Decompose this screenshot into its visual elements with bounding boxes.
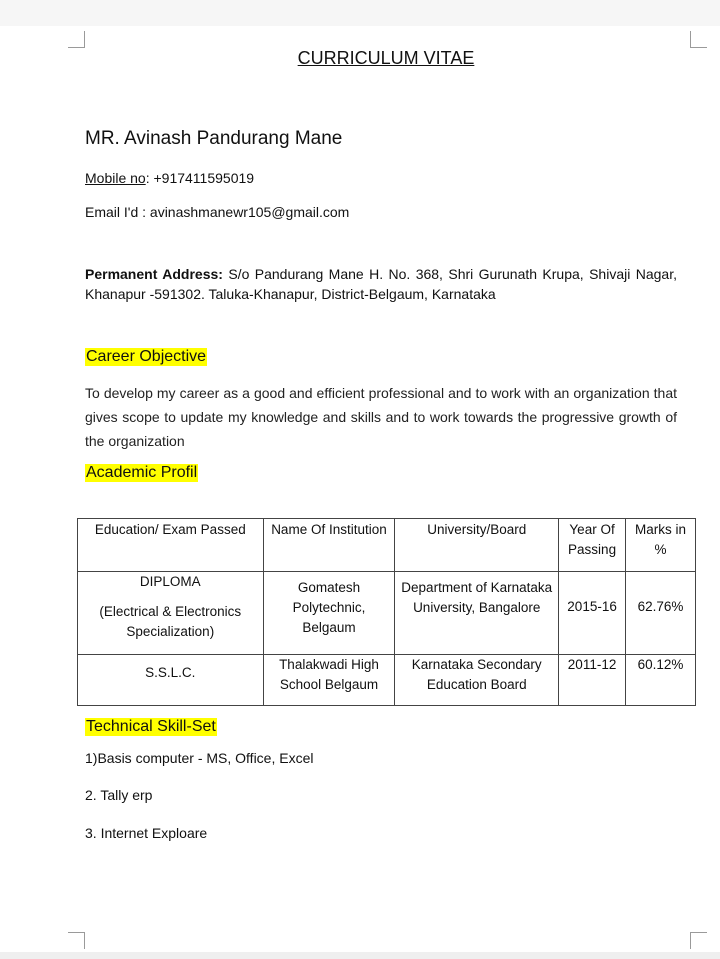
page-top-margin	[0, 0, 720, 26]
address-text: S/o Pandurang Mane H. No. 368, Shri Gurunath Krupa, Shivaji Nagar, Khanapur -591302. Taluka-Khanapur, District-Belgaum, Karnataka	[85, 266, 677, 302]
technical-skills-heading: Technical Skill-Set	[86, 718, 216, 735]
academic-profile-heading: Academic Profil	[86, 464, 198, 481]
education-title: S.S.L.C.	[145, 665, 196, 680]
education-subtitle: (Electrical & Electronics Specialization)	[99, 604, 242, 639]
board-cell: Department of Karnataka University, Bangalore	[395, 572, 559, 655]
address-label: Permanent Address:	[85, 266, 223, 282]
header-education: Education/ Exam Passed	[78, 519, 264, 572]
table-row	[78, 572, 696, 655]
header-institution: Name Of Institution	[263, 519, 395, 572]
education-title: DIPLOMA	[139, 574, 201, 589]
year-cell: 2015-16	[559, 572, 626, 655]
skill-item: 3. Internet Exploare	[85, 825, 208, 841]
email-line: Email I'd : avinashmanewr105@gmail.com	[85, 204, 350, 220]
skill-item: 1)Basis computer - MS, Office, Excel	[85, 750, 314, 766]
mobile-line	[85, 170, 254, 186]
board-cell: Karnataka Secondary Education Board	[395, 655, 559, 706]
institution-cell: Gomatesh Polytechnic, Belgaum	[263, 572, 395, 655]
marks-cell: 62.76%	[626, 572, 696, 655]
table-row	[78, 655, 696, 706]
candidate-name: MR. Avinash Pandurang Mane	[85, 128, 343, 149]
table-header-row	[78, 519, 696, 572]
academic-table	[77, 518, 696, 706]
skill-item: 2. Tally erp	[85, 787, 153, 803]
career-objective-text: To develop my career as a good and efficient professional and to work with an organization that gives scope to update my knowledge and skills and to work towards the progressive growth of the organization	[85, 385, 677, 449]
institution-cell: Thalakwadi High School Belgaum	[263, 655, 395, 706]
crop-mark-top-left	[68, 31, 85, 48]
header-marks: Marks in %	[626, 519, 696, 572]
row-education-cell	[78, 572, 264, 655]
mobile-value: : +917411595019	[145, 170, 255, 186]
marks-cell: 60.12%	[626, 655, 696, 706]
address-block	[85, 264, 677, 304]
mobile-label: Mobile no	[85, 170, 146, 186]
header-year: Year Of Passing	[559, 519, 626, 572]
year-cell: 2011-12	[559, 655, 626, 706]
document-title: CURRICULUM VITAE	[297, 48, 475, 68]
crop-mark-bottom-left	[68, 932, 85, 949]
row-education-cell	[78, 655, 264, 706]
crop-mark-top-right	[690, 31, 707, 48]
crop-mark-bottom-right	[690, 932, 707, 949]
career-objective-heading: Career Objective	[86, 348, 207, 365]
header-board: University/Board	[395, 519, 559, 572]
